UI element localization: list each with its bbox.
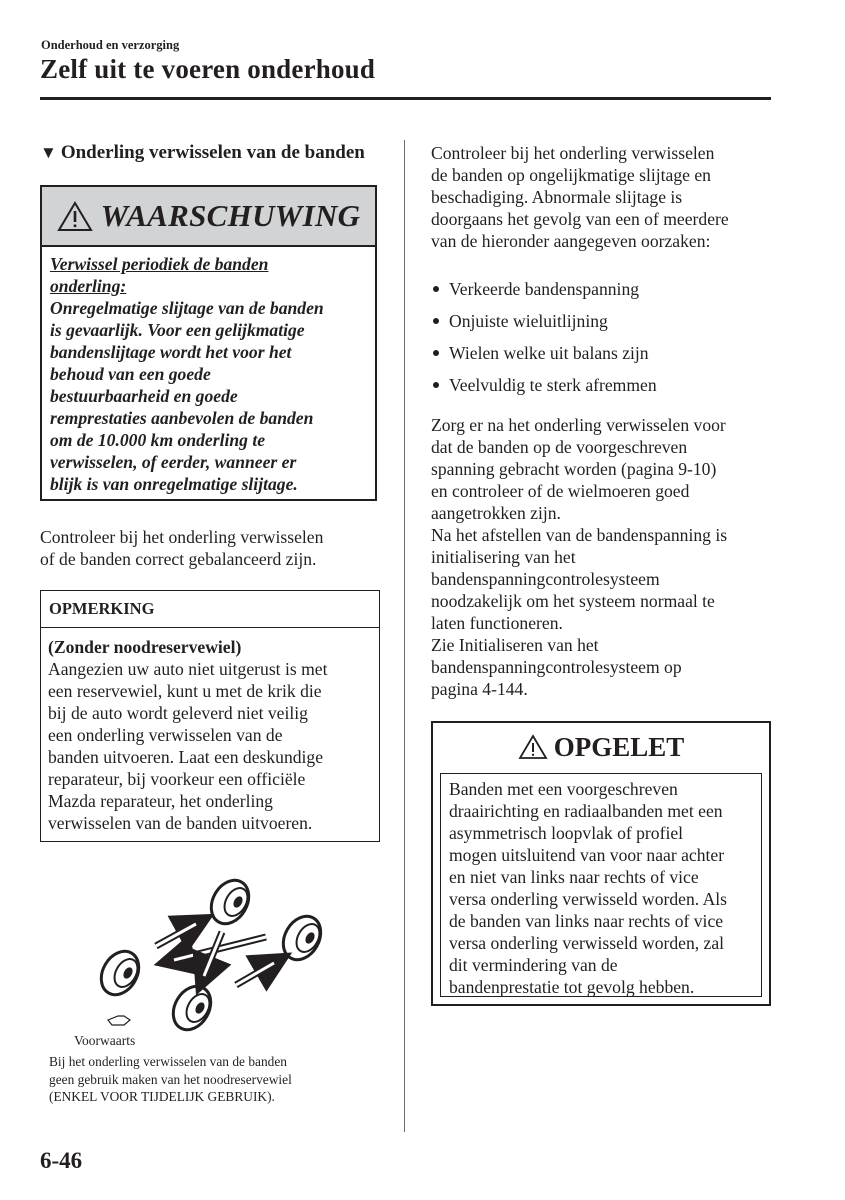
tire-front-left: [204, 874, 256, 931]
warning-line: bandenslijtage wordt het voor het: [50, 342, 292, 362]
note-line: Mazda reparateur, het onderling: [48, 791, 273, 811]
paragraph-line: of de banden correct gebalanceerd zijn.: [40, 549, 317, 569]
paragraph-line: pagina 4-144.: [431, 679, 528, 699]
pressure-paragraph: [431, 414, 776, 700]
triangle-bullet-icon: ▼: [40, 143, 57, 162]
warning-line: remprestaties aanbevolen de banden: [50, 408, 314, 428]
caution-line: asymmetrisch loopvlak of profiel: [449, 823, 684, 843]
note-header: OPMERKING: [41, 591, 379, 628]
paragraph-line: aangetrokken zijn.: [431, 503, 561, 523]
note-box: [40, 590, 380, 842]
caution-line: de banden van links naar rechts of vice: [449, 911, 724, 931]
causes-list: [433, 273, 763, 401]
tire-rotation-diagram: [90, 870, 340, 1040]
paragraph-line: van de hieronder aangegeven oorzaken:: [431, 231, 711, 251]
warning-triangle-icon: [518, 734, 548, 760]
paragraph-line: bandenspanningcontrolesysteem: [431, 569, 660, 589]
warning-line: om de 10.000 km onderling te: [50, 430, 266, 450]
warning-line: behoud van een goede: [50, 364, 211, 384]
caution-box: [431, 721, 771, 1006]
warning-header: [42, 187, 375, 247]
warning-box: [40, 185, 377, 501]
diagram-caption: [49, 1053, 379, 1106]
warning-line: bestuurbaarheid en goede: [50, 386, 238, 406]
section-label: Onderhoud en verzorging: [41, 38, 180, 52]
tire-front-right: [276, 910, 328, 967]
sub-heading: [40, 142, 365, 164]
warning-line: is gevaarlijk. Voor een gelijkmatige: [50, 320, 305, 340]
warning-line: onderling:: [50, 276, 127, 296]
bullet-dot-icon: [433, 382, 439, 388]
balance-paragraph: [40, 526, 375, 570]
list-item-text: Wielen welke uit balans zijn: [449, 342, 649, 363]
paragraph-line: doorgaans het gevolg van een of meerdere: [431, 209, 729, 229]
caption-line: geen gebruik maken van het noodreservewiel: [49, 1071, 292, 1087]
note-line: reparateur, bij voorkeur een officiële: [48, 769, 306, 789]
paragraph-line: dat de banden op de voorgeschreven: [431, 437, 688, 457]
title-rule: [40, 97, 771, 100]
note-body: [41, 628, 379, 834]
note-line: een reservewiel, kunt u met de krik die: [48, 681, 322, 701]
note-line: bij de auto wordt geleverd niet veilig: [48, 703, 308, 723]
paragraph-line: beschadiging. Abnormale slijtage is: [431, 187, 683, 207]
warning-title: WAARSCHUWING: [100, 198, 361, 233]
bullet-dot-icon: [433, 318, 439, 324]
paragraph-line: Controleer bij het onderling verwisselen: [40, 527, 324, 547]
caution-line: bandenprestatie tot gevolg hebben.: [449, 977, 695, 997]
caution-title: OPGELET: [553, 731, 685, 762]
paragraph-line: spanning gebracht worden (pagina 9-10): [431, 459, 717, 479]
note-text: [48, 658, 372, 834]
note-line: verwisselen van de banden uitvoeren.: [48, 813, 313, 833]
paragraph-line: Zie Initialiseren van het: [431, 635, 599, 655]
list-item-text: Veelvuldig te sterk afremmen: [449, 374, 657, 395]
note-line: Aangezien uw auto niet uitgerust is met: [48, 659, 328, 679]
warning-line: blijk is van onregelmatige slijtage.: [50, 474, 298, 494]
warning-line: verwisselen, of eerder, wanneer er: [50, 452, 297, 472]
paragraph-line: Na het afstellen van de bandenspanning is: [431, 525, 728, 545]
caution-line: draairichting en radiaalbanden met een: [449, 801, 723, 821]
column-divider: [404, 140, 405, 1132]
caution-line: Banden met een voorgeschreven: [449, 779, 678, 799]
forward-label: Voorwaarts: [74, 1033, 136, 1048]
bullet-dot-icon: [433, 350, 439, 356]
rotation-arrows: [156, 924, 274, 985]
caption-line: (ENKEL VOOR TIJDELIJK GEBRUIK).: [49, 1089, 275, 1104]
list-item-text: Verkeerde bandenspanning: [449, 278, 640, 299]
paragraph-line: noodzakelijk om het systeem normaal te: [431, 591, 715, 611]
page-number: 6-46: [40, 1148, 83, 1173]
list-item: [433, 337, 763, 369]
paragraph-line: Zorg er na het onderling verwisselen voor: [431, 415, 726, 435]
list-item: [433, 305, 763, 337]
paragraph-line: en controleer of de wielmoeren goed: [431, 481, 690, 501]
warning-body: [42, 247, 375, 495]
list-item: [433, 369, 763, 401]
warning-line: Onregelmatige slijtage van de banden: [50, 298, 324, 318]
paragraph-line: de banden op ongelijkmatige slijtage en: [431, 165, 711, 185]
paragraph-line: initialisering van het: [431, 547, 576, 567]
paragraph-line: bandenspanningcontrolesysteem op: [431, 657, 682, 677]
caution-line: versa onderling verwisseld worden, zal: [449, 933, 725, 953]
note-subheading: (Zonder noodreservewiel): [48, 637, 242, 657]
paragraph-line: Controleer bij het onderling verwisselen: [431, 143, 715, 163]
caution-line: mogen uitsluitend van voor naar achter: [449, 845, 725, 865]
caution-line: en niet van links naar rechts of vice: [449, 867, 699, 887]
inspection-paragraph: [431, 142, 776, 252]
caution-line: dit vermindering van de: [449, 955, 618, 975]
tire-rear-right: [166, 980, 218, 1037]
list-item: [433, 273, 763, 305]
note-line: banden uitvoeren. Laat een deskundige: [48, 747, 324, 767]
forward-hand-icon: [108, 1016, 130, 1025]
paragraph-line: laten functioneren.: [431, 613, 563, 633]
caption-line: Bij het onderling verwisselen van de banden: [49, 1054, 287, 1069]
page-title: Zelf uit te voeren onderhoud: [40, 54, 376, 84]
note-line: een onderling verwisselen van de: [48, 725, 283, 745]
list-item-text: Onjuiste wieluitlijning: [449, 310, 608, 331]
bullet-dot-icon: [433, 286, 439, 292]
caution-line: versa onderling verwisseld worden. Als: [449, 889, 728, 909]
caution-body: [440, 773, 762, 997]
caution-header: [433, 723, 769, 771]
warning-triangle-icon: [57, 200, 93, 232]
warning-line: Verwissel periodiek de banden: [50, 254, 269, 274]
tire-rear-left: [94, 945, 146, 1002]
sub-heading-text: Onderling verwisselen van de banden: [60, 142, 365, 163]
